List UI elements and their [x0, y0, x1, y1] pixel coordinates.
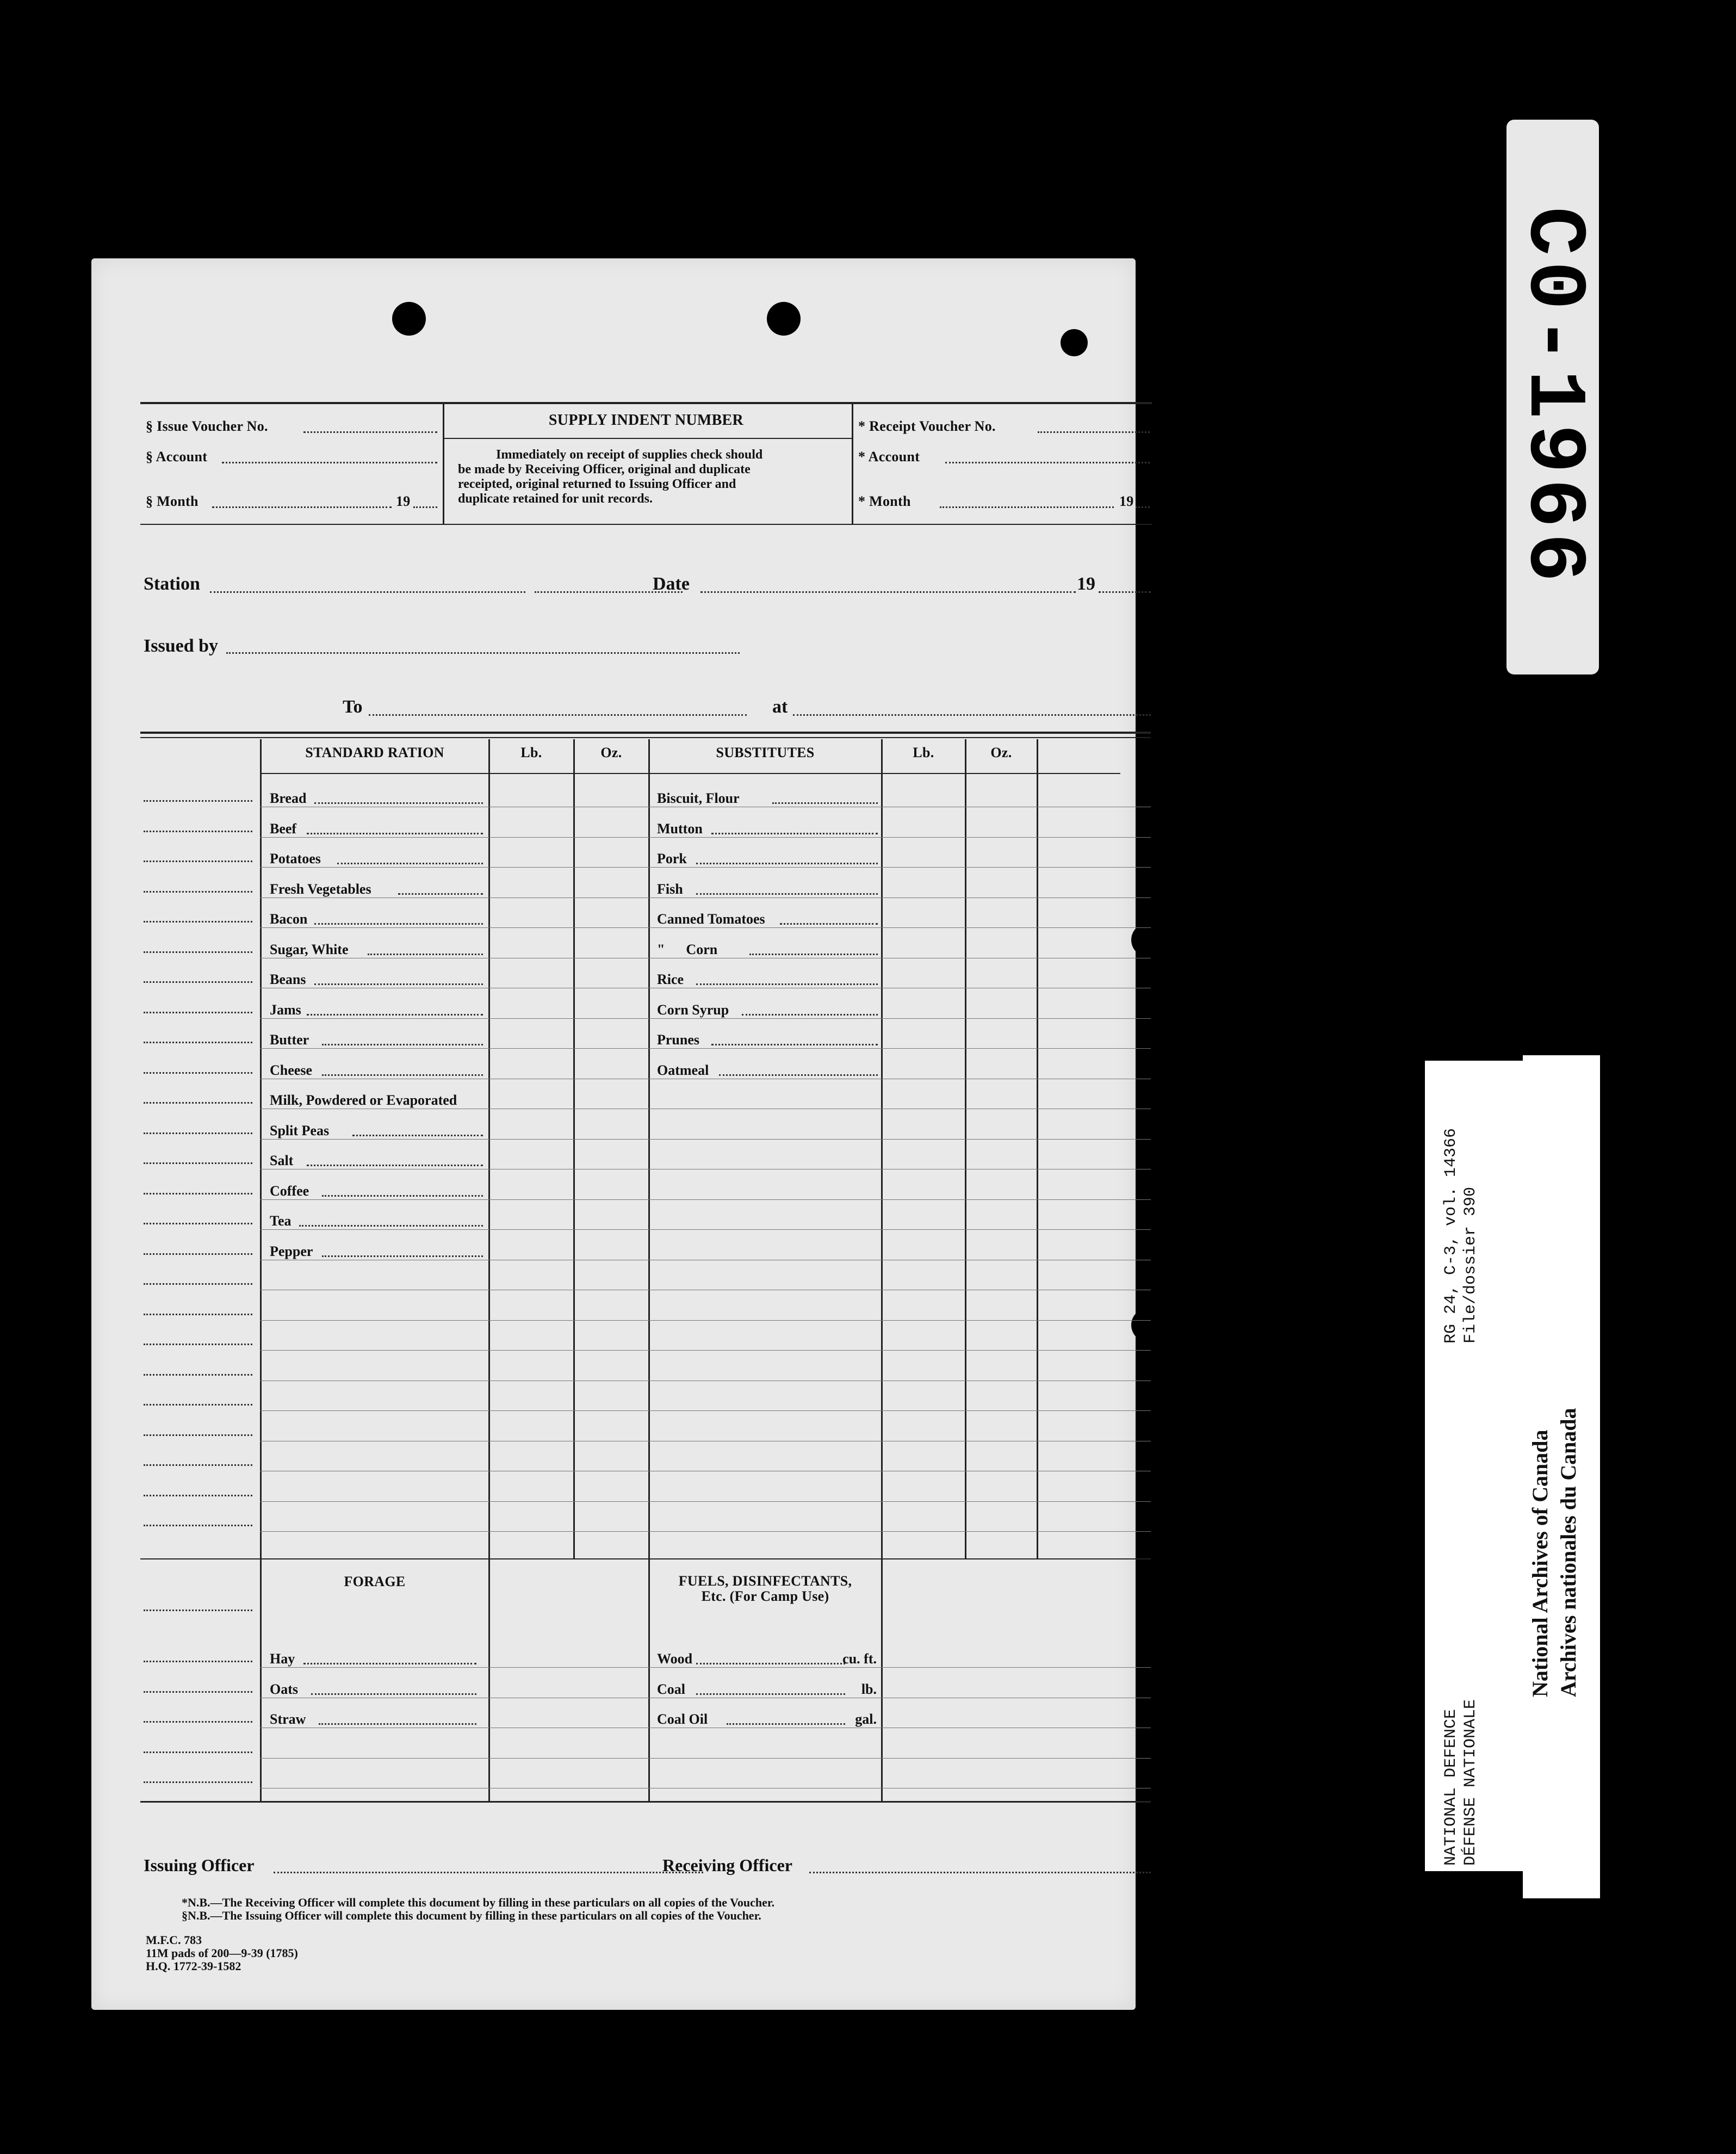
substitute-item: Pork: [657, 851, 687, 866]
archives-canada-label: [1523, 1055, 1600, 1898]
forage-left-field[interactable]: [144, 1610, 252, 1611]
item-leader: [780, 923, 878, 925]
row-rule: [260, 1531, 1120, 1532]
item-leader: [314, 923, 483, 925]
row-rule: [1044, 1350, 1151, 1351]
row-rule: [1044, 1229, 1151, 1230]
standard-ration-item: Butter: [270, 1032, 309, 1048]
frame-number: C0-1966: [1506, 206, 1599, 588]
item-leader: [352, 1135, 483, 1136]
item-leader: [368, 954, 483, 955]
substitute-item: Biscuit, Flour: [657, 790, 740, 806]
row-rule: [260, 1320, 1120, 1321]
row-rule: [1044, 1199, 1151, 1200]
fuels-title-line: Etc. (For Camp Use): [701, 1588, 829, 1604]
issued-by-label: Issued by: [144, 636, 219, 656]
row-rule: [1044, 1531, 1151, 1532]
standard-ration-item: Milk, Powdered or Evaporated: [270, 1092, 457, 1108]
row-rule: [1044, 1048, 1151, 1049]
date-label: Date: [653, 574, 690, 594]
item-leader: [696, 1663, 845, 1664]
row-left-field[interactable]: [144, 1253, 252, 1255]
item-leader: [772, 802, 878, 804]
row-left-field[interactable]: [144, 981, 252, 983]
col-header-oz-2: Oz.: [990, 745, 1012, 760]
standard-ration-item: Fresh Vegetables: [270, 881, 371, 897]
form-code: 11M pads of 200—9-39 (1785): [146, 1946, 298, 1960]
row-left-field[interactable]: [144, 831, 252, 832]
issuing-note: §N.B.—The Issuing Officer will complete this document by filling in these particulars on all copies of the Voucher.: [182, 1909, 761, 1922]
col-divider: [260, 739, 262, 1801]
substitute-item: Corn Syrup: [657, 1001, 729, 1018]
archives-name-en: National Archives of Canada: [1528, 1429, 1552, 1697]
form-codes: [146, 1934, 298, 1973]
ration-table: [91, 258, 1136, 2010]
forage-title: FORAGE: [344, 1574, 406, 1589]
row-left-field[interactable]: [144, 1012, 252, 1013]
row-left-field[interactable]: [144, 1283, 252, 1285]
row-left-field[interactable]: [144, 1072, 252, 1074]
forage-left-field[interactable]: [144, 1691, 252, 1693]
row-left-field[interactable]: [144, 1102, 252, 1104]
row-rule: [1044, 1018, 1151, 1019]
item-leader: [314, 802, 483, 804]
row-rule: [1044, 837, 1151, 838]
row-rule: [1044, 1410, 1151, 1411]
item-leader: [322, 1044, 483, 1045]
fuel-unit: cu. ft.: [842, 1651, 877, 1667]
form-code: H.Q. 1772-39-1582: [146, 1959, 241, 1973]
item-leader: [727, 1723, 845, 1725]
row-rule: [260, 1410, 1120, 1411]
item-leader: [696, 1693, 845, 1695]
standard-ration-item: Cheese: [270, 1062, 312, 1078]
col-divider: [573, 739, 575, 1558]
forage-left-field[interactable]: [144, 1751, 252, 1753]
punch-hole: [1131, 1308, 1165, 1342]
archive-reference: [1441, 1128, 1480, 1344]
receipt-account-label: * Account: [858, 449, 920, 465]
archive-ref-line: RG 24, C-3, vol. 14366: [1442, 1128, 1460, 1344]
col-divider: [648, 739, 650, 1801]
item-leader: [711, 833, 878, 834]
col-divider: [965, 739, 966, 1558]
row-left-field[interactable]: [144, 891, 252, 893]
instruction-line: Immediately on receipt of supplies check should: [496, 448, 763, 462]
substitute-item: " Corn: [657, 941, 718, 957]
row-left-field[interactable]: [144, 1344, 252, 1345]
standard-ration-item: Jams: [270, 1001, 301, 1018]
row-left-field[interactable]: [144, 1404, 252, 1406]
instruction-line: duplicate retained for unit records.: [458, 492, 653, 506]
row-rule: [1044, 867, 1151, 868]
row-left-field[interactable]: [144, 1042, 252, 1043]
forage-item: Straw: [270, 1711, 306, 1727]
row-left-field[interactable]: [144, 1223, 252, 1224]
issue-month-label: § Month: [146, 493, 199, 509]
archive-reference-label: [1425, 1061, 1523, 1871]
receipt-month-label: * Month: [858, 493, 911, 509]
forage-item: Oats: [270, 1681, 298, 1697]
forage-left-field[interactable]: [144, 1781, 252, 1783]
row-rule: [260, 1229, 1120, 1230]
issuing-officer-label: Issuing Officer: [144, 1855, 255, 1875]
row-rule: [260, 1048, 1120, 1049]
issue-voucher-label: § Issue Voucher No.: [146, 418, 268, 434]
receipt-voucher-label: * Receipt Voucher No.: [858, 418, 996, 434]
form-paper: [91, 258, 1136, 2010]
row-rule: [1044, 927, 1151, 928]
substitute-item: Fish: [657, 881, 683, 897]
row-rule: [260, 1139, 1120, 1140]
substitute-item: Canned Tomatoes: [657, 911, 765, 927]
station-label: Station: [144, 574, 200, 594]
forage-divider-rule: [140, 1558, 1151, 1559]
row-left-field[interactable]: [144, 1193, 252, 1194]
standard-ration-item: Salt: [270, 1153, 294, 1168]
row-rule: [260, 837, 1120, 838]
col-header-standard-ration: STANDARD RATION: [305, 745, 444, 760]
item-leader: [749, 954, 878, 955]
item-leader: [696, 863, 878, 864]
archives-name-fr: Archives nationales du Canada: [1556, 1408, 1580, 1697]
row-rule: [260, 867, 1120, 868]
instruction-line: receipted, original returned to Issuing Officer and: [458, 477, 736, 491]
row-rule: [260, 1199, 1120, 1200]
date-year-label: 19: [1077, 574, 1095, 594]
receipt-year-field[interactable]: [1136, 506, 1150, 508]
row-left-field[interactable]: [144, 1162, 252, 1164]
department-line: DÉFENSE NATIONALE: [1461, 1699, 1480, 1866]
receiving-note: *N.B.—The Receiving Officer will complete this document by filling in these particulars on all copies of the Voucher.: [182, 1896, 775, 1909]
item-leader: [319, 1723, 476, 1725]
standard-ration-item: Bread: [270, 790, 307, 806]
item-leader: [711, 1044, 878, 1045]
item-leader: [322, 1074, 483, 1076]
row-left-field[interactable]: [144, 1495, 252, 1496]
row-left-field[interactable]: [144, 1525, 252, 1526]
item-leader: [299, 1225, 483, 1227]
table-top-rule: [140, 732, 1151, 734]
row-left-field[interactable]: [144, 1374, 252, 1376]
standard-ration-item: Coffee: [270, 1183, 309, 1199]
to-label: To: [343, 697, 363, 717]
item-leader: [398, 893, 483, 895]
at-label: at: [772, 697, 788, 717]
fuel-unit: lb.: [861, 1681, 877, 1697]
row-left-field[interactable]: [144, 1132, 252, 1134]
substitute-item: Prunes: [657, 1032, 699, 1048]
row-rule: [260, 1667, 1151, 1668]
table-header-rule: [260, 773, 1120, 774]
item-leader: [322, 1195, 483, 1197]
receiving-officer-label: Receiving Officer: [662, 1855, 792, 1875]
standard-ration-item: Pepper: [270, 1243, 313, 1259]
row-rule: [260, 1501, 1120, 1502]
row-left-field[interactable]: [144, 861, 252, 862]
item-leader: [337, 863, 483, 864]
archives-name: [1526, 1408, 1583, 1697]
row-left-field[interactable]: [144, 1314, 252, 1315]
col-divider: [1037, 739, 1038, 1558]
table-top-rule-2: [140, 737, 1151, 738]
receiving-officer-signature-field[interactable]: [809, 1872, 1151, 1873]
row-rule: [1044, 1501, 1151, 1502]
col-header-lb-2: Lb.: [913, 745, 934, 760]
issue-month-year: 19: [396, 493, 411, 509]
col-header-lb: Lb.: [520, 745, 542, 760]
item-leader: [696, 893, 878, 895]
row-rule: [260, 1758, 1151, 1759]
col-divider: [488, 739, 490, 1801]
standard-ration-item: Sugar, White: [270, 941, 349, 957]
row-rule: [1044, 1320, 1151, 1321]
forage-item: Hay: [270, 1651, 295, 1667]
row-left-field[interactable]: [144, 921, 252, 923]
fuel-unit: gal.: [855, 1711, 877, 1727]
standard-ration-item: Tea: [270, 1213, 292, 1229]
frame-number-stamp: [1506, 120, 1599, 674]
row-rule: [260, 927, 1120, 928]
fuels-title: [649, 1574, 881, 1604]
fuels-title-line: FUELS, DISINFECTANTS,: [678, 1573, 852, 1589]
standard-ration-item: Bacon: [270, 911, 308, 927]
instruction-line: be made by Receiving Officer, original and duplicate: [458, 462, 751, 476]
punch-hole: [1131, 923, 1165, 957]
issue-account-label: § Account: [146, 449, 208, 465]
fuel-item: Coal Oil: [657, 1711, 708, 1727]
row-left-field[interactable]: [144, 800, 252, 802]
item-leader: [322, 1255, 483, 1257]
table-bottom-rule: [140, 1801, 1151, 1803]
item-leader: [307, 1014, 483, 1016]
item-leader: [307, 1165, 483, 1166]
row-left-field[interactable]: [144, 951, 252, 953]
row-left-field[interactable]: [144, 1464, 252, 1466]
department-name: [1441, 1699, 1480, 1866]
col-header-oz: Oz.: [600, 745, 622, 760]
standard-ration-item: Potatoes: [270, 851, 321, 866]
fuel-item: Wood: [657, 1651, 693, 1667]
forage-left-field[interactable]: [144, 1661, 252, 1662]
item-leader: [307, 833, 483, 834]
form-code: M.F.C. 783: [146, 1933, 202, 1947]
item-leader: [719, 1074, 878, 1076]
col-header-substitutes: SUBSTITUTES: [716, 745, 815, 760]
item-leader: [696, 983, 878, 985]
row-rule: [1044, 1139, 1151, 1140]
row-left-field[interactable]: [144, 1434, 252, 1436]
substitute-item: Oatmeal: [657, 1062, 709, 1078]
forage-left-field[interactable]: [144, 1721, 252, 1723]
substitute-item: Rice: [657, 971, 684, 987]
col-divider: [881, 739, 883, 1801]
supply-indent-title: SUPPLY INDENT NUMBER: [548, 412, 744, 429]
standard-ration-item: Split Peas: [270, 1122, 330, 1138]
department-line: NATIONAL DEFENCE: [1442, 1709, 1460, 1866]
standard-ration-item: Beef: [270, 820, 297, 837]
item-leader: [303, 1663, 476, 1664]
issuing-officer-signature-field[interactable]: [274, 1872, 703, 1873]
receipt-month-year: 19: [1119, 493, 1134, 509]
fuel-item: Coal: [657, 1681, 685, 1697]
item-leader: [742, 1014, 878, 1016]
row-rule: [260, 1018, 1120, 1019]
row-rule: [260, 1350, 1120, 1351]
archive-ref-line: File/dossier 390: [1461, 1186, 1480, 1344]
item-leader: [311, 1693, 476, 1695]
substitute-item: Mutton: [657, 820, 703, 837]
standard-ration-item: Beans: [270, 971, 306, 987]
item-leader: [314, 983, 483, 985]
